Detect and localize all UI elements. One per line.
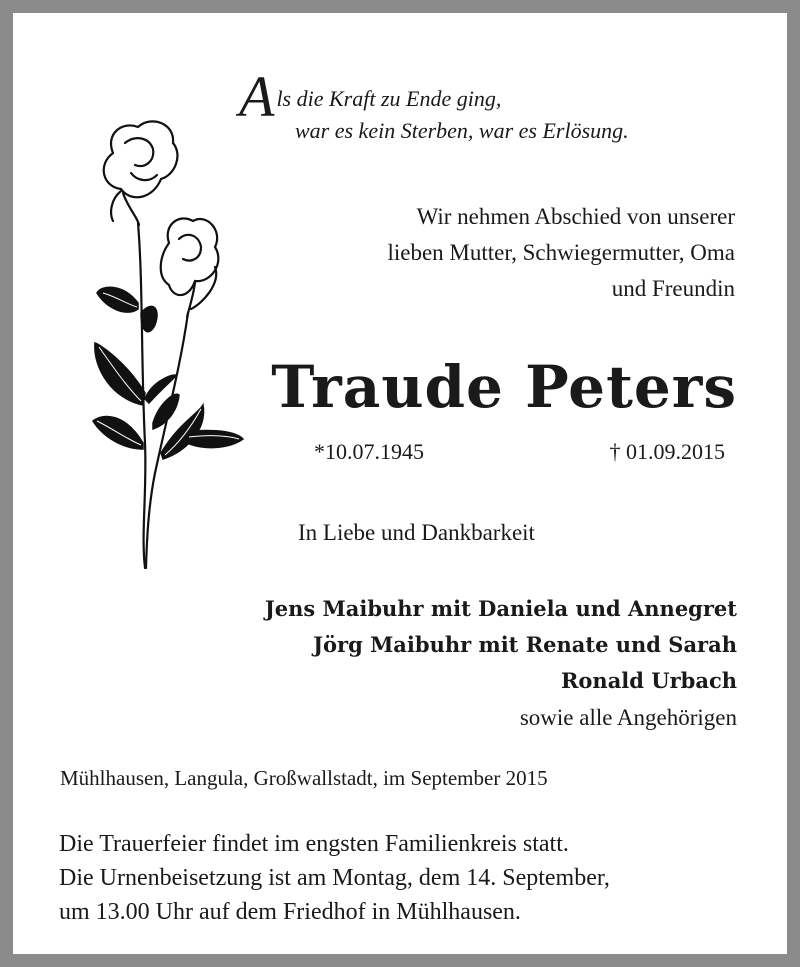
death-date: † 01.09.2015 [609, 439, 725, 464]
family-member: Ronald Urbach [560, 668, 737, 693]
poem [239, 64, 759, 147]
notice-line-2: Die Urnenbeisetzung ist am Montag, dem 14. September, [59, 865, 610, 891]
place-date: Mühlhausen, Langula, Großwallstadt, im September 2015 [60, 766, 548, 790]
deceased-name: Traude Peters [271, 353, 737, 421]
relatives-line: sowie alle Angehörigen [519, 705, 737, 730]
rose-illustration [83, 113, 258, 573]
family-member: Jens Maibuhr mit Daniela und Annegret [264, 596, 737, 621]
notice-line-1: Die Trauerfeier findet im engsten Familienkreis statt. [59, 831, 569, 857]
poem-line-1: ls die Kraft zu Ende ging, [276, 86, 502, 111]
intro-line-2: lieben Mutter, Schwiegermutter, Oma [387, 240, 735, 265]
poem-line-2: war es kein Sterben, war es Erlösung. [295, 118, 629, 143]
thanks-line: In Liebe und Dankbarkeit [298, 520, 535, 545]
poem-dropcap: A [239, 64, 275, 129]
intro-line-3: und Freundin [611, 276, 735, 301]
intro-text [255, 199, 735, 307]
funeral-notice [59, 827, 769, 929]
family-list [117, 591, 737, 699]
birth-date: *10.07.1945 [314, 439, 424, 464]
intro-line-1: Wir nehmen Abschied von unserer [416, 204, 735, 229]
notice-line-3: um 13.00 Uhr auf dem Friedhof in Mühlhausen. [59, 899, 521, 925]
family-member: Jörg Maibuhr mit Renate und Sarah [313, 632, 737, 657]
